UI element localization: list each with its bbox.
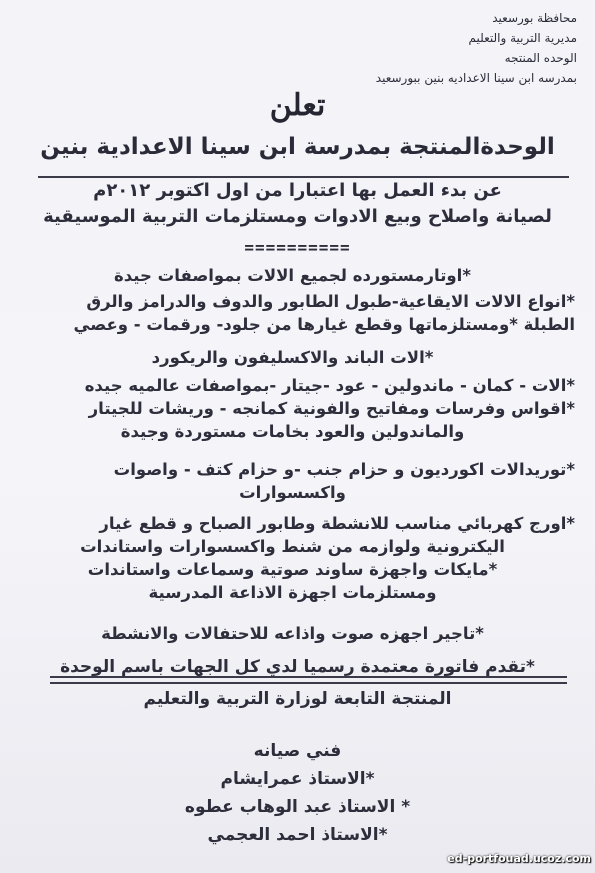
list-item-line: *الات الباند والاكسليفون والريكورد: [151, 348, 434, 367]
list-item-line: *تاجير اجهزه صوت واذاعه للاحتفالات والانشطة: [101, 624, 484, 643]
intro-line: لصيانة واصلاح وبيع الادوات ومستلزمات التربية الموسيقية: [43, 206, 552, 227]
separator: ==========: [244, 238, 351, 257]
list-item-line: *اورج كهربائي مناسب للانشطة وطابور الصباح و قطع غيار: [99, 514, 575, 533]
list-item: [10, 374, 575, 443]
invoice-line: *تقدم فاتورة معتمدة رسميا لدي كل الجهات باسم الوحدة: [60, 657, 535, 677]
technician-name: * الاستاذ عبد الوهاب عطوه: [184, 797, 411, 817]
header-line: بمدرسه ابن سينا الاعداديه بنين ببورسعيد: [375, 71, 577, 85]
list-item-line: *توريدالات اكورديون و حزام جنب -و حزام كتف - واصوات: [113, 460, 575, 479]
maintenance-heading: فني صيانه: [253, 741, 342, 761]
list-item-line: *اوتارمستورده لجميع الالات بمواصفات جيدة: [114, 266, 471, 285]
announcement-title: تعلن: [269, 88, 326, 123]
list-item: [10, 512, 575, 604]
list-item-line: الطبلة *ومستلزماتها وقطع غيارها من جلود- ورقمات - وعصي: [73, 315, 575, 334]
list-item: [10, 264, 575, 287]
list-item: [10, 346, 575, 369]
list-item: [10, 622, 575, 645]
list-item-line: ومستلزمات اجهزة الاذاعة المدرسية: [148, 583, 437, 602]
intro-line: عن بدء العمل بها اعتبارا من اول اكتوبر ٢٠١٢م: [93, 180, 502, 201]
technician-name: *الاستاذ احمد العجمي: [207, 825, 388, 845]
list-item: [10, 290, 575, 336]
list-item: [10, 458, 575, 504]
divider-line: [38, 176, 569, 178]
list-item-line: *مايكات واجهزة ساوند صوتية وسماعات واستاندات: [87, 560, 498, 579]
list-item-line: واكسسوارات: [239, 483, 346, 502]
list-item-line: *الات - كمان - ماندولين - عود -جيتار -بمواصفات عالميه جيده: [84, 376, 575, 395]
list-item-line: *اقواس وفرسات ومفاتيح والفونية كمانجه - وريشات للجيتار: [88, 399, 575, 418]
list-item-line: *انواع الالات الايقاعية-طبول الطابور والدوف والدرامز والرق: [86, 292, 575, 311]
divider-line: [50, 682, 567, 684]
issuer-header: [317, 8, 577, 88]
announcement-subtitle: الوحدةالمنتجة بمدرسة ابن سينا الاعدادية بنين: [40, 134, 555, 160]
header-line: الوحده المنتجه: [504, 51, 577, 65]
list-item-line: اليكترونية ولوازمه من شنط واكسسوارات واستاندات: [80, 537, 505, 556]
list-item-line: والماندولين والعود بخامات مستوردة وجيدة: [120, 422, 465, 441]
site-watermark: ed-portfouad.ucoz.com: [447, 852, 591, 865]
invoice-line: المنتجة التابعة لوزارة التربية والتعليم: [143, 689, 452, 709]
header-line: محافظة بورسعيد: [492, 11, 577, 25]
technician-name: *الاستاذ عمرايشام: [220, 769, 375, 789]
header-line: مديرية التربية والتعليم: [468, 31, 577, 45]
